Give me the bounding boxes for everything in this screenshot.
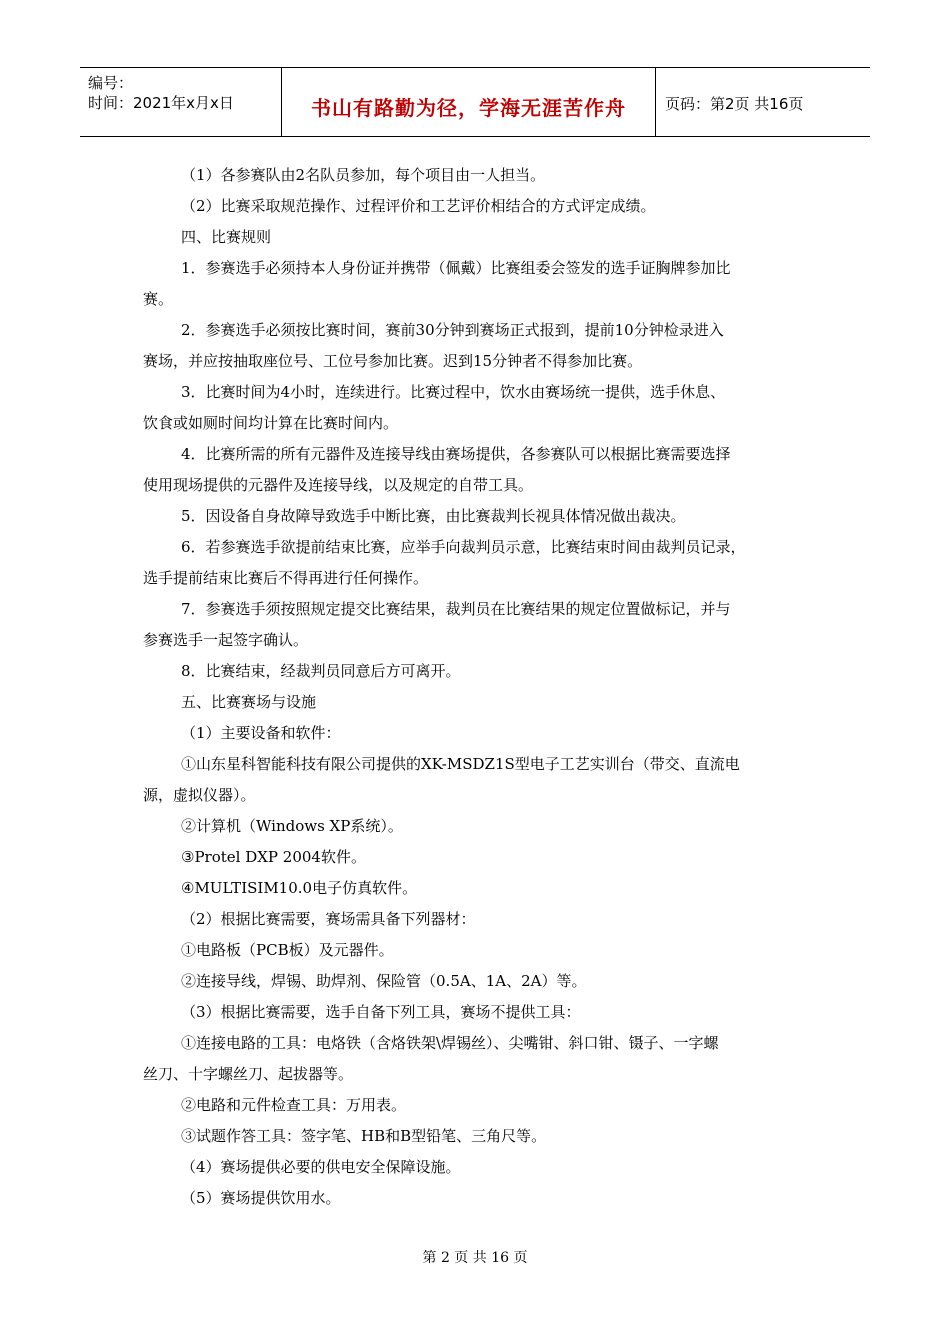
body-line: ③试题作答工具：签字笔、HB和B型铅笔、三角尺等。 [181, 1127, 547, 1145]
body-line: 1．参赛选手必须持本人身份证并携带（佩戴）比赛组委会签发的选手证胸牌参加比 [181, 259, 731, 277]
body-line: ②计算机（Windows XP系统）。 [181, 817, 403, 835]
body-line: （5）赛场提供饮用水。 [181, 1189, 341, 1207]
body-line: ②电路和元件检查工具：万用表。 [181, 1096, 407, 1114]
page-footer: 第 2 页 共 16 页 [422, 1250, 528, 1266]
header-page-info: 页码：第2页 共16页 [665, 95, 804, 113]
body-line: （3）根据比赛需要，选手自备下列工具，赛场不提供工具： [181, 1003, 581, 1021]
body-line: ①连接电路的工具：电烙铁（含烙铁架\焊锡丝）、尖嘴钳、斜口钳、镊子、一字螺 [181, 1034, 719, 1052]
body-line: 赛。 [143, 290, 174, 308]
body-line: ②连接导线，焊锡、助焊剂、保险管（0.5A、1A、2A）等。 [181, 972, 587, 990]
body-line: （2）根据比赛需要，赛场需具备下列器材： [181, 910, 476, 928]
body-line: 8．比赛结束，经裁判员同意后方可离开。 [181, 662, 461, 680]
document-body [143, 160, 808, 1214]
body-line: 丝刀、十字螺丝刀、起拔器等。 [143, 1065, 354, 1083]
body-line: 3．比赛时间为4小时，连续进行。比赛过程中，饮水由赛场统一提供，选手休息、 [181, 383, 726, 401]
page-header [80, 67, 870, 137]
body-line: 饮食或如厕时间均计算在比赛时间内。 [143, 414, 399, 432]
body-line: ①电路板（PCB板）及元器件。 [181, 941, 394, 959]
body-line: 选手提前结束比赛后不得再进行任何操作。 [143, 569, 429, 587]
body-line: （2）比赛采取规范操作、过程评价和工艺评价相结合的方式评定成绩。 [181, 197, 656, 215]
document-number-label: 编号： [88, 74, 134, 92]
body-line: ③Protel DXP 2004软件。 [181, 848, 366, 866]
body-line: ①山东星科智能科技有限公司提供的XK-MSDZ1S型电子工艺实训台（带交、直流电 [181, 755, 740, 773]
body-line: ④MULTISIM10.0电子仿真软件。 [181, 879, 418, 897]
body-line: 参赛选手一起签字确认。 [143, 631, 309, 649]
body-line: （1）主要设备和软件： [181, 724, 341, 742]
body-line: 五、比赛赛场与设施 [181, 693, 317, 711]
body-line: 7．参赛选手须按照规定提交比赛结果，裁判员在比赛结果的规定位置做标记，并与 [181, 600, 731, 618]
body-line: 源，虚拟仪器）。 [143, 786, 256, 804]
header-motto-cell [281, 68, 656, 136]
body-line: 5．因设备自身故障导致选手中断比赛，由比赛裁判长视具体情况做出裁决。 [181, 507, 686, 525]
body-line: （4）赛场提供必要的供电安全保障设施。 [181, 1158, 461, 1176]
body-line: 4．比赛所需的所有元器件及连接导线由赛场提供，各参赛队可以根据比赛需要选择 [181, 445, 731, 463]
header-motto: 书山有路勤为径，学海无涯苦作舟 [311, 96, 626, 120]
body-line: （1）各参赛队由2名队员参加，每个项目由一人担当。 [181, 166, 546, 184]
header-left-cell [80, 68, 281, 136]
document-date-label: 时间：2021年x月x日 [88, 94, 234, 112]
body-line: 6．若参赛选手欲提前结束比赛，应举手向裁判员示意，比赛结束时间由裁判员记录， [181, 538, 746, 556]
body-line: 四、比赛规则 [181, 228, 272, 246]
body-line: 使用现场提供的元器件及连接导线，以及规定的自带工具。 [143, 476, 534, 494]
body-line: 赛场，并应按抽取座位号、工位号参加比赛。迟到15分钟者不得参加比赛。 [143, 352, 643, 370]
header-page-cell [655, 68, 870, 136]
body-line: 2．参赛选手必须按比赛时间，赛前30分钟到赛场正式报到，提前10分钟检录进入 [181, 321, 724, 339]
